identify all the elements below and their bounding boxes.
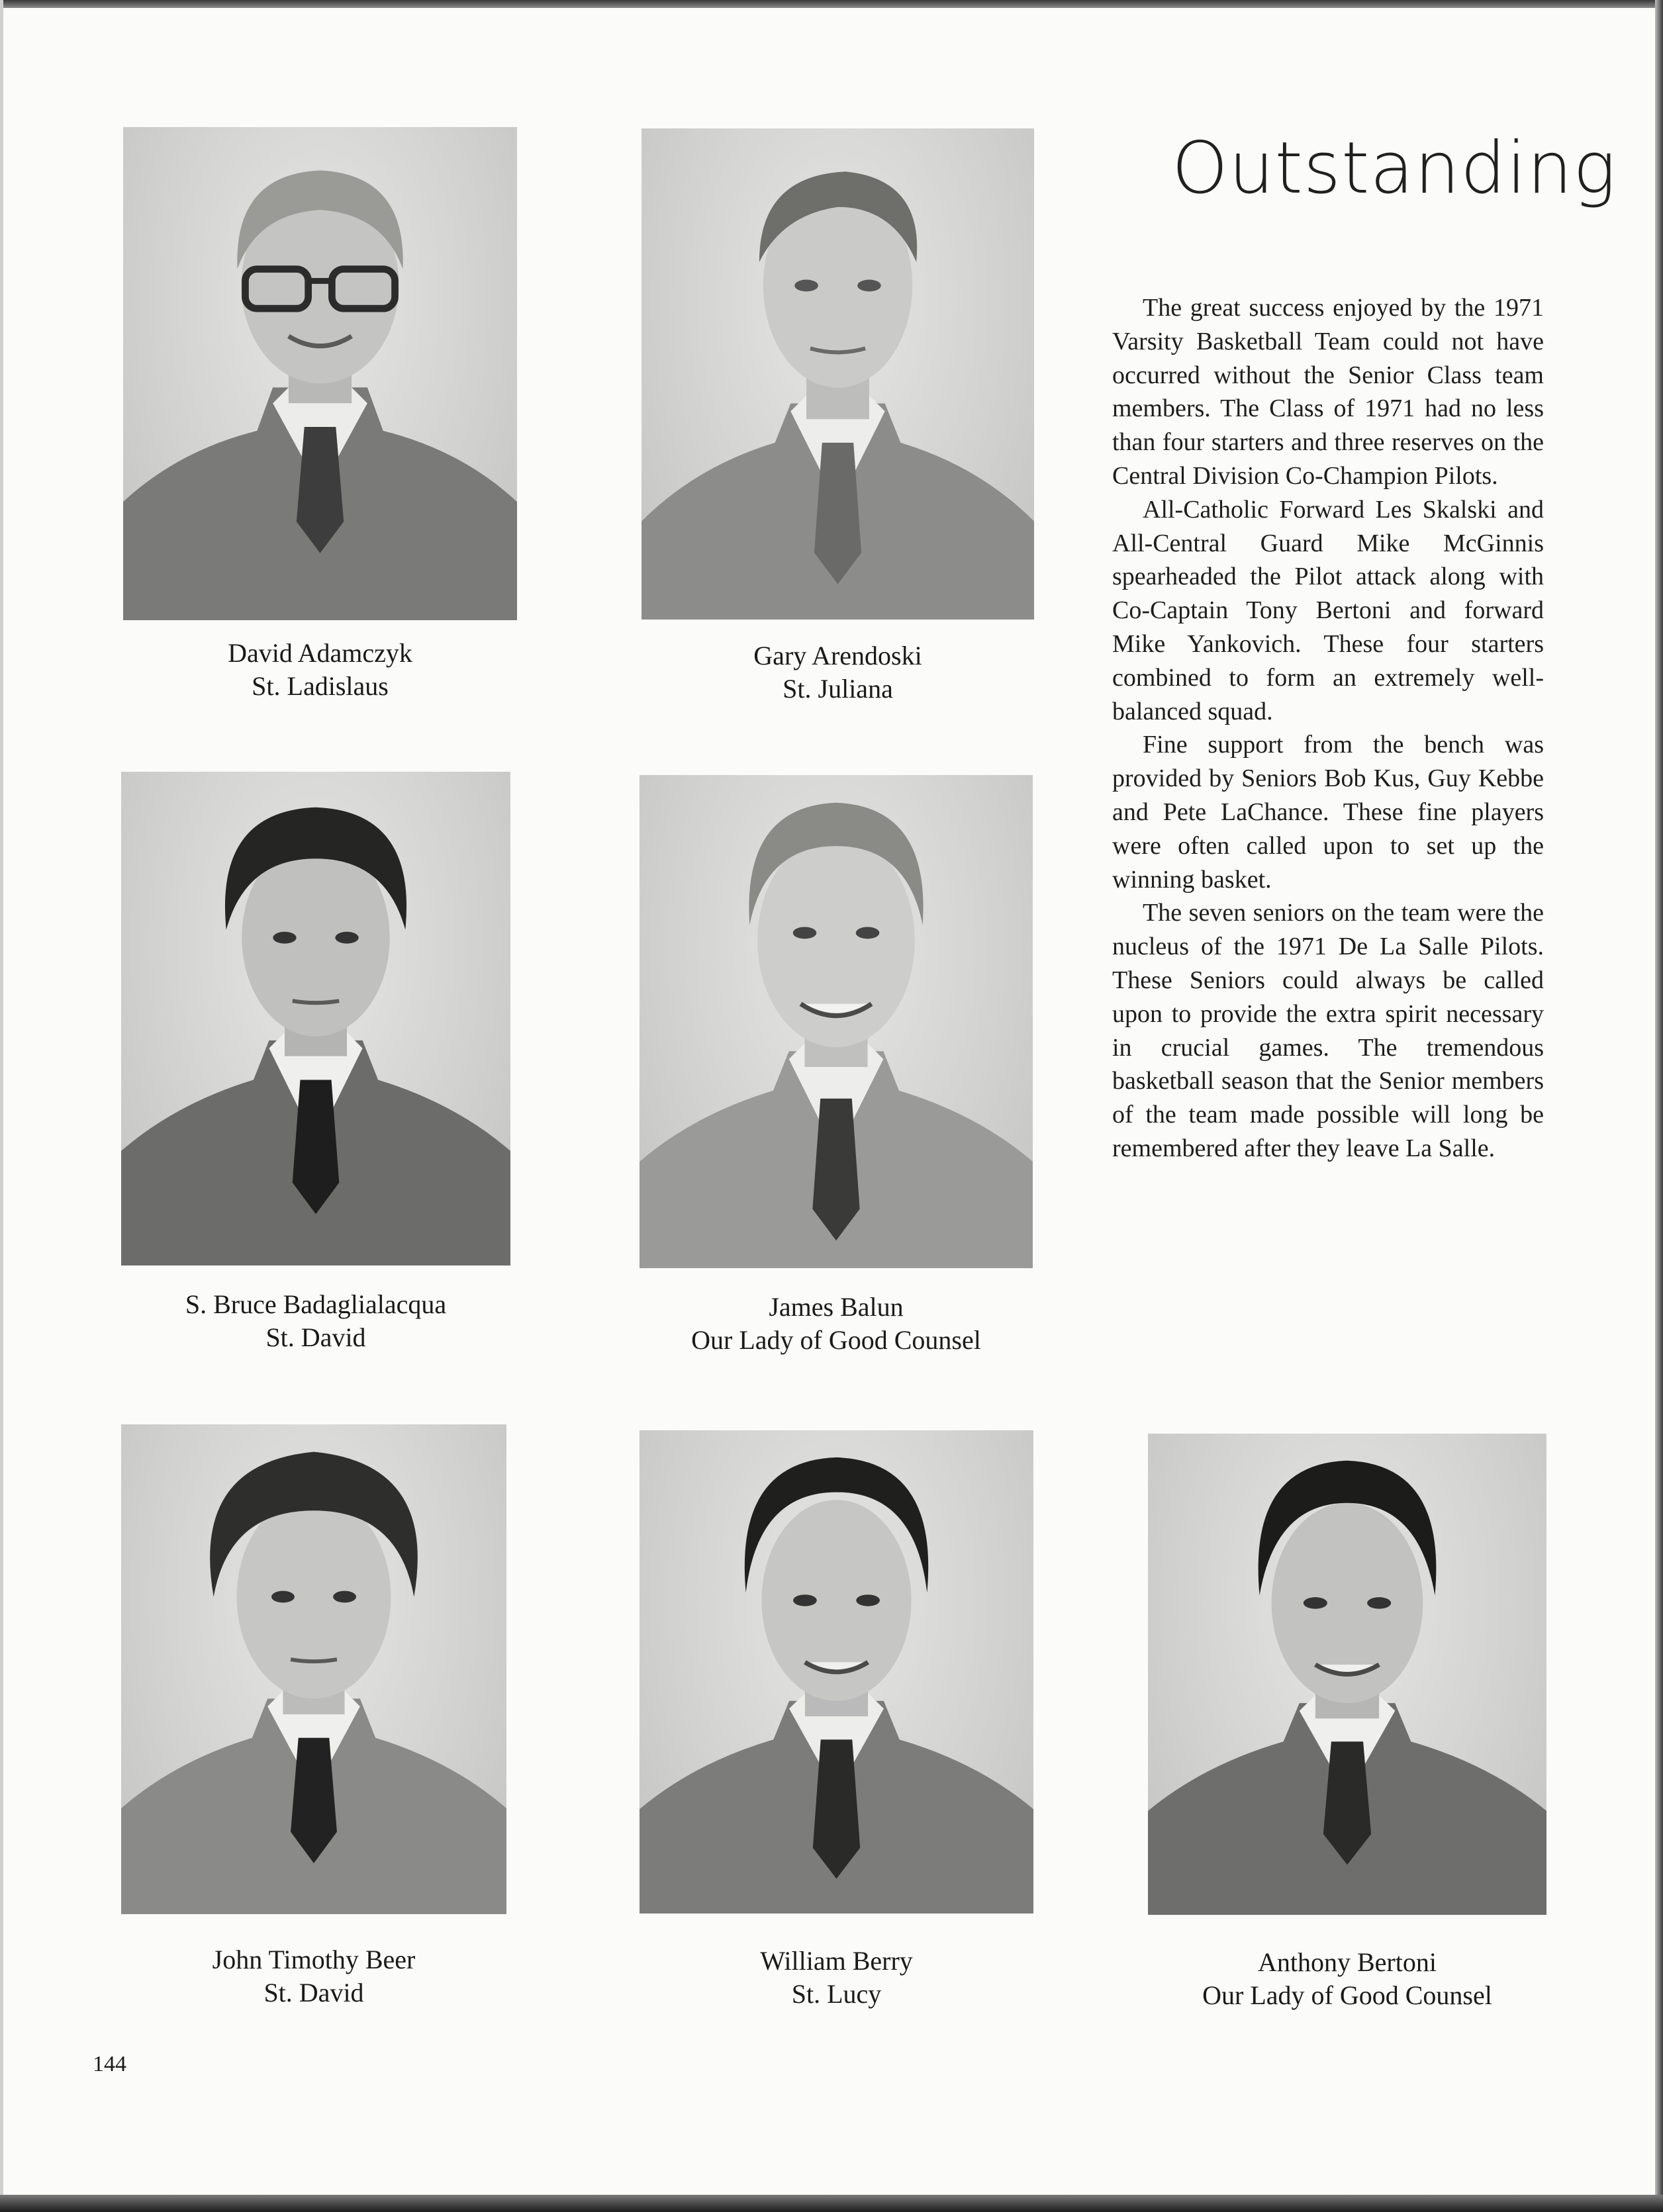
article-paragraph: The great success enjoyed by the 1971 Varsity Basketball Team could not have occurred without the Senior Class team members. The Class of 1971 had no less than four starters and three reserves on the Central Division Co-Champion Pilots. — [1112, 294, 1544, 490]
senior-parish: St. David — [265, 1322, 366, 1352]
page-headline: Outstanding — [1172, 127, 1617, 210]
senior-name: Anthony Bertoni — [1258, 1947, 1437, 1977]
portrait-silhouette — [640, 1430, 1033, 1913]
senior-name: John Timothy Beer — [212, 1945, 416, 1974]
caption-senior-3 — [121, 1288, 510, 1354]
scan-edge-top — [0, 0, 1663, 8]
article-paragraph: Fine support from the bench was provided by Seniors Bob Kus, Guy Kebbe and Pete LaChance. These fine players were often called upon to set up the winning basket. — [1112, 731, 1544, 894]
caption-senior-6 — [640, 1945, 1033, 2011]
article-paragraph: The seven seniors on the team were the nucleus of the 1971 De La Salle Pilots. These Seniors could always be called upon to provide the extra spirit necessary in crucial games. The tremendous basketball season that the Senior members of the team made possible will long be remembered after they leave La Salle. — [1112, 899, 1544, 1162]
scan-edge-bottom — [0, 2195, 1663, 2212]
senior-name: David Adamczyk — [228, 638, 412, 668]
senior-name: Gary Arendoski — [753, 641, 922, 670]
portrait-silhouette — [1148, 1434, 1546, 1915]
scan-edge-left — [0, 0, 3, 2212]
caption-senior-2 — [641, 639, 1034, 706]
portrait-silhouette — [121, 772, 510, 1266]
portrait-photo-5 — [121, 1424, 506, 1914]
portrait-silhouette — [641, 128, 1034, 620]
portrait-silhouette — [121, 1424, 506, 1914]
caption-senior-7 — [1148, 1946, 1546, 2012]
senior-parish: St. Lucy — [791, 1979, 882, 2009]
portrait-photo-6 — [640, 1430, 1033, 1913]
portrait-silhouette — [640, 775, 1033, 1268]
portrait-photo-1 — [123, 127, 517, 620]
portrait-silhouette — [123, 127, 517, 620]
caption-senior-1 — [123, 637, 517, 703]
portrait-photo-4 — [640, 775, 1033, 1268]
portrait-photo-2 — [641, 128, 1034, 620]
senior-name: S. Bruce Badaglialacqua — [185, 1289, 447, 1319]
senior-parish: St. David — [263, 1978, 364, 2007]
senior-name: William Berry — [760, 1946, 913, 1976]
caption-senior-4 — [640, 1291, 1033, 1357]
portrait-photo-7 — [1148, 1434, 1546, 1915]
senior-parish: Our Lady of Good Counsel — [1202, 1980, 1492, 2010]
portrait-photo-3 — [121, 772, 510, 1266]
article-paragraph: All-Catholic Forward Les Skalski and All-Central Guard Mike McGinnis spearheaded the Pilot attack along with Co-Captain Tony Bertoni and forward Mike Yankovich. These four starters combined to form an extremely well-balanced squad. — [1112, 495, 1544, 725]
senior-parish: St. Ladislaus — [252, 671, 389, 701]
senior-parish: Our Lady of Good Counsel — [691, 1325, 981, 1355]
senior-name: James Balun — [769, 1292, 904, 1322]
scan-edge-right — [1655, 0, 1663, 2212]
page-number: 144 — [93, 2052, 126, 2076]
senior-parish: St. Juliana — [783, 674, 893, 704]
article-body — [1112, 291, 1544, 1166]
caption-senior-5 — [121, 1943, 506, 2009]
